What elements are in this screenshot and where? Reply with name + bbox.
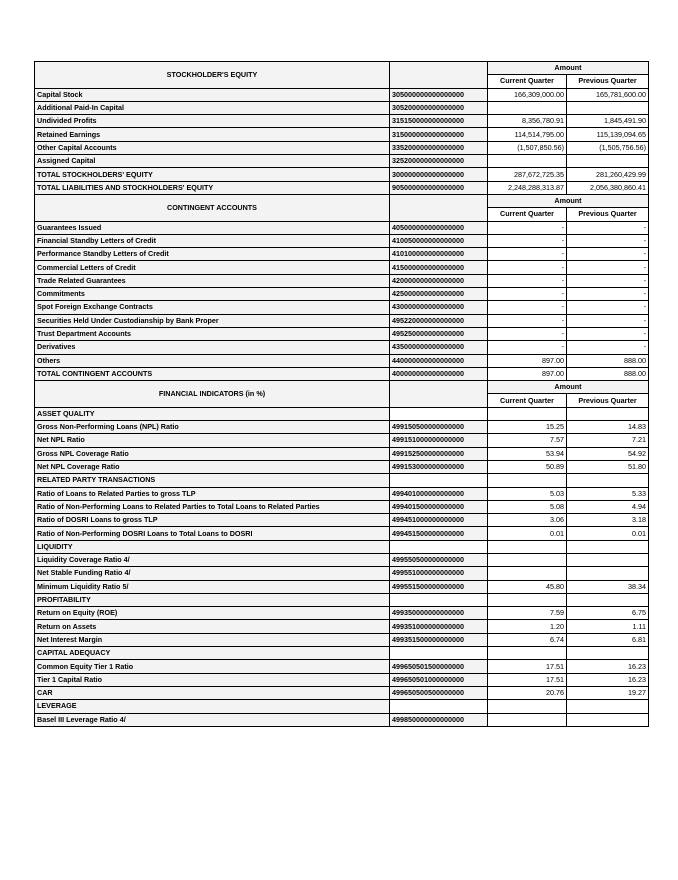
account-code: 440000000000000000	[390, 354, 488, 367]
current-quarter-value: 897.00	[488, 354, 567, 367]
account-code: 499351000000000000	[390, 620, 488, 633]
table-row	[35, 607, 649, 620]
row-label: Financial Standby Letters of Credit	[35, 234, 390, 247]
table-row	[35, 567, 649, 580]
current-quarter-value: -	[488, 341, 567, 354]
code-header-blank	[390, 194, 488, 221]
category-label: CAPITAL ADEQUACY	[35, 647, 390, 660]
row-label: Net Interest Margin	[35, 633, 390, 646]
category-row	[35, 593, 649, 606]
current-quarter-value: -	[488, 314, 567, 327]
previous-quarter-value: -	[567, 301, 649, 314]
row-label: Undivided Profits	[35, 115, 390, 128]
table-row	[35, 168, 649, 181]
current-quarter-value: -	[488, 261, 567, 274]
category-row	[35, 700, 649, 713]
current-quarter-value: -	[488, 301, 567, 314]
section-title: STOCKHOLDER'S EQUITY	[35, 62, 390, 89]
account-code: 499151000000000000	[390, 434, 488, 447]
table-row	[35, 620, 649, 633]
category-code-blank	[390, 700, 488, 713]
current-quarter-value	[488, 155, 567, 168]
current-quarter-value: 0.01	[488, 527, 567, 540]
table-row	[35, 434, 649, 447]
previous-quarter-value: 38.34	[567, 580, 649, 593]
row-label: Retained Earnings	[35, 128, 390, 141]
previous-quarter-value: 4.94	[567, 500, 649, 513]
current-quarter-value	[488, 553, 567, 566]
account-code: 499401500000000000	[390, 500, 488, 513]
account-code: 499650500500000000	[390, 686, 488, 699]
section-title: FINANCIAL INDICATORS (in %)	[35, 381, 390, 408]
current-quarter-value: 17.51	[488, 660, 567, 673]
table-row	[35, 248, 649, 261]
previous-quarter-value: -	[567, 274, 649, 287]
account-code: 325200000000000000	[390, 155, 488, 168]
table-row	[35, 234, 649, 247]
current-quarter-value: 5.03	[488, 487, 567, 500]
category-label: ASSET QUALITY	[35, 407, 390, 420]
amount-header: Amount	[488, 194, 649, 207]
table-row	[35, 155, 649, 168]
table-row	[35, 101, 649, 114]
category-label: PROFITABILITY	[35, 593, 390, 606]
category-code-blank	[390, 474, 488, 487]
row-label: Securities Held Under Custodianship by Bank Proper	[35, 314, 390, 327]
row-label: Gross NPL Coverage Ratio	[35, 447, 390, 460]
previous-quarter-value: 3.18	[567, 514, 649, 527]
table-row	[35, 500, 649, 513]
current-quarter-value: 1.20	[488, 620, 567, 633]
account-code: 905000000000000000	[390, 181, 488, 194]
current-quarter-value: 5.08	[488, 500, 567, 513]
previous-quarter-value: -	[567, 314, 649, 327]
category-code-blank	[390, 647, 488, 660]
row-label: Trust Department Accounts	[35, 327, 390, 340]
table-row	[35, 301, 649, 314]
current-quarter-value: 20.76	[488, 686, 567, 699]
table-row	[35, 288, 649, 301]
current-quarter-value	[488, 101, 567, 114]
current-quarter-value: 114,514,795.00	[488, 128, 567, 141]
current-quarter-value: 287,672,725.35	[488, 168, 567, 181]
row-label: Return on Assets	[35, 620, 390, 633]
category-previous-blank	[567, 700, 649, 713]
current-quarter-header: Current Quarter	[488, 394, 567, 407]
previous-quarter-value: 51.80	[567, 460, 649, 473]
previous-quarter-value: 1.11	[567, 620, 649, 633]
category-current-blank	[488, 647, 567, 660]
table-row	[35, 514, 649, 527]
code-header-blank	[390, 381, 488, 408]
account-code: 499150500000000000	[390, 421, 488, 434]
account-code: 499153000000000000	[390, 460, 488, 473]
table-row	[35, 88, 649, 101]
previous-quarter-value: -	[567, 234, 649, 247]
category-label: RELATED PARTY TRANSACTIONS	[35, 474, 390, 487]
current-quarter-value: 53.94	[488, 447, 567, 460]
code-header-blank	[390, 62, 488, 89]
row-label: Additional Paid-In Capital	[35, 101, 390, 114]
account-code: 499550500000000000	[390, 553, 488, 566]
table-row	[35, 487, 649, 500]
category-current-blank	[488, 407, 567, 420]
table-row	[35, 686, 649, 699]
current-quarter-value: -	[488, 234, 567, 247]
table-row	[35, 115, 649, 128]
current-quarter-header: Current Quarter	[488, 75, 567, 88]
row-label: Capital Stock	[35, 88, 390, 101]
account-code: 305200000000000000	[390, 101, 488, 114]
previous-quarter-value: 16.23	[567, 673, 649, 686]
account-code: 495220000000000000	[390, 314, 488, 327]
account-code: 499650501000000000	[390, 673, 488, 686]
current-quarter-header: Current Quarter	[488, 208, 567, 221]
financial-report-table	[34, 61, 649, 727]
category-previous-blank	[567, 474, 649, 487]
row-label: TOTAL CONTINGENT ACCOUNTS	[35, 367, 390, 380]
current-quarter-value: 7.59	[488, 607, 567, 620]
previous-quarter-value: -	[567, 327, 649, 340]
current-quarter-value: 50.89	[488, 460, 567, 473]
previous-quarter-value: 16.23	[567, 660, 649, 673]
category-label: LIQUIDITY	[35, 540, 390, 553]
row-label: Basel III Leverage Ratio 4/	[35, 713, 390, 726]
account-code: 495250000000000000	[390, 327, 488, 340]
table-row	[35, 341, 649, 354]
previous-quarter-value: 6.81	[567, 633, 649, 646]
category-current-blank	[488, 700, 567, 713]
previous-quarter-value: 5.33	[567, 487, 649, 500]
previous-quarter-value	[567, 713, 649, 726]
account-code: 499451500000000000	[390, 527, 488, 540]
current-quarter-value: 17.51	[488, 673, 567, 686]
previous-quarter-header: Previous Quarter	[567, 208, 649, 221]
current-quarter-value: (1,507,850.56)	[488, 141, 567, 154]
section-header-row	[35, 194, 649, 207]
account-code: 415000000000000000	[390, 261, 488, 274]
account-code: 335200000000000000	[390, 141, 488, 154]
table-row	[35, 553, 649, 566]
previous-quarter-header: Previous Quarter	[567, 394, 649, 407]
row-label: Other Capital Accounts	[35, 141, 390, 154]
section-title: CONTINGENT ACCOUNTS	[35, 194, 390, 221]
category-code-blank	[390, 407, 488, 420]
row-label: Net NPL Ratio	[35, 434, 390, 447]
account-code: 425000000000000000	[390, 288, 488, 301]
current-quarter-value: 6.74	[488, 633, 567, 646]
current-quarter-value: -	[488, 288, 567, 301]
row-label: Liquidity Coverage Ratio 4/	[35, 553, 390, 566]
table-row	[35, 327, 649, 340]
row-label: Trade Related Guarantees	[35, 274, 390, 287]
previous-quarter-value: -	[567, 341, 649, 354]
previous-quarter-header: Previous Quarter	[567, 75, 649, 88]
previous-quarter-value: 6.75	[567, 607, 649, 620]
table-row	[35, 141, 649, 154]
category-code-blank	[390, 593, 488, 606]
table-row	[35, 447, 649, 460]
previous-quarter-value: 14.83	[567, 421, 649, 434]
row-label: Common Equity Tier 1 Ratio	[35, 660, 390, 673]
previous-quarter-value: 281,260,429.99	[567, 168, 649, 181]
account-code: 499401000000000000	[390, 487, 488, 500]
table-row	[35, 181, 649, 194]
table-row	[35, 633, 649, 646]
previous-quarter-value	[567, 101, 649, 114]
category-current-blank	[488, 593, 567, 606]
category-previous-blank	[567, 647, 649, 660]
row-label: Commitments	[35, 288, 390, 301]
account-code: 499650501500000000	[390, 660, 488, 673]
account-code: 499850000000000000	[390, 713, 488, 726]
current-quarter-value: -	[488, 248, 567, 261]
previous-quarter-value	[567, 567, 649, 580]
account-code: 499551500000000000	[390, 580, 488, 593]
row-label: Tier 1 Capital Ratio	[35, 673, 390, 686]
table-row	[35, 713, 649, 726]
row-label: Ratio of Loans to Related Parties to gross TLP	[35, 487, 390, 500]
category-current-blank	[488, 474, 567, 487]
category-previous-blank	[567, 540, 649, 553]
previous-quarter-value: -	[567, 288, 649, 301]
row-label: Return on Equity (ROE)	[35, 607, 390, 620]
previous-quarter-value: -	[567, 261, 649, 274]
category-previous-blank	[567, 407, 649, 420]
table-row	[35, 354, 649, 367]
current-quarter-value: 3.06	[488, 514, 567, 527]
previous-quarter-value: 7.21	[567, 434, 649, 447]
row-label: Net Stable Funding Ratio 4/	[35, 567, 390, 580]
row-label: Spot Foreign Exchange Contracts	[35, 301, 390, 314]
category-row	[35, 474, 649, 487]
account-code: 499350000000000000	[390, 607, 488, 620]
previous-quarter-value: 888.00	[567, 354, 649, 367]
row-label: Ratio of Non-Performing DOSRI Loans to Total Loans to DOSRI	[35, 527, 390, 540]
account-code: 305000000000000000	[390, 88, 488, 101]
table-row	[35, 367, 649, 380]
current-quarter-value: 2,248,288,313.87	[488, 181, 567, 194]
current-quarter-value: 166,309,000.00	[488, 88, 567, 101]
amount-header: Amount	[488, 381, 649, 394]
current-quarter-value: -	[488, 327, 567, 340]
account-code: 420000000000000000	[390, 274, 488, 287]
current-quarter-value	[488, 713, 567, 726]
category-row	[35, 540, 649, 553]
amount-header: Amount	[488, 62, 649, 75]
current-quarter-value: 8,356,780.91	[488, 115, 567, 128]
row-label: Net NPL Coverage Ratio	[35, 460, 390, 473]
row-label: CAR	[35, 686, 390, 699]
previous-quarter-value	[567, 553, 649, 566]
account-code: 300000000000000000	[390, 168, 488, 181]
category-row	[35, 647, 649, 660]
row-label: Gross Non-Performing Loans (NPL) Ratio	[35, 421, 390, 434]
row-label: Derivatives	[35, 341, 390, 354]
previous-quarter-value: 1,845,491.90	[567, 115, 649, 128]
current-quarter-value: 7.57	[488, 434, 567, 447]
current-quarter-value: 15.25	[488, 421, 567, 434]
table-row	[35, 460, 649, 473]
account-code: 410050000000000000	[390, 234, 488, 247]
account-code: 499152500000000000	[390, 447, 488, 460]
table-row	[35, 221, 649, 234]
account-code: 315150000000000000	[390, 115, 488, 128]
previous-quarter-value: 2,056,380,860.41	[567, 181, 649, 194]
row-label: TOTAL LIABILITIES AND STOCKHOLDERS' EQUITY	[35, 181, 390, 194]
section-header-row	[35, 381, 649, 394]
table-row	[35, 527, 649, 540]
previous-quarter-value: -	[567, 248, 649, 261]
row-label: Minimum Liquidity Ratio 5/	[35, 580, 390, 593]
previous-quarter-value: 888.00	[567, 367, 649, 380]
current-quarter-value: 897.00	[488, 367, 567, 380]
category-previous-blank	[567, 593, 649, 606]
category-row	[35, 407, 649, 420]
row-label: Others	[35, 354, 390, 367]
previous-quarter-value	[567, 155, 649, 168]
category-label: LEVERAGE	[35, 700, 390, 713]
current-quarter-value	[488, 567, 567, 580]
previous-quarter-value: 115,139,094.65	[567, 128, 649, 141]
table-row	[35, 421, 649, 434]
table-row	[35, 660, 649, 673]
account-code: 435000000000000000	[390, 341, 488, 354]
table-row	[35, 274, 649, 287]
row-label: Assigned Capital	[35, 155, 390, 168]
current-quarter-value: 45.80	[488, 580, 567, 593]
table-row	[35, 261, 649, 274]
table-row	[35, 314, 649, 327]
row-label: Performance Standby Letters of Credit	[35, 248, 390, 261]
account-code: 410100000000000000	[390, 248, 488, 261]
row-label: TOTAL STOCKHOLDERS' EQUITY	[35, 168, 390, 181]
table-row	[35, 580, 649, 593]
account-code: 499551000000000000	[390, 567, 488, 580]
section-header-row	[35, 62, 649, 75]
table-row	[35, 673, 649, 686]
current-quarter-value: -	[488, 221, 567, 234]
category-code-blank	[390, 540, 488, 553]
account-code: 499451000000000000	[390, 514, 488, 527]
previous-quarter-value: 165,781,600.00	[567, 88, 649, 101]
previous-quarter-value: (1,505,756.56)	[567, 141, 649, 154]
category-current-blank	[488, 540, 567, 553]
row-label: Commercial Letters of Credit	[35, 261, 390, 274]
account-code: 499351500000000000	[390, 633, 488, 646]
account-code: 405000000000000000	[390, 221, 488, 234]
previous-quarter-value: -	[567, 221, 649, 234]
row-label: Guarantees Issued	[35, 221, 390, 234]
table-row	[35, 128, 649, 141]
previous-quarter-value: 0.01	[567, 527, 649, 540]
row-label: Ratio of Non-Performing Loans to Related Parties to Total Loans to Related Parties	[35, 500, 390, 513]
current-quarter-value: -	[488, 274, 567, 287]
account-code: 430000000000000000	[390, 301, 488, 314]
account-code: 315000000000000000	[390, 128, 488, 141]
row-label: Ratio of DOSRI Loans to gross TLP	[35, 514, 390, 527]
previous-quarter-value: 54.92	[567, 447, 649, 460]
previous-quarter-value: 19.27	[567, 686, 649, 699]
account-code: 400000000000000000	[390, 367, 488, 380]
